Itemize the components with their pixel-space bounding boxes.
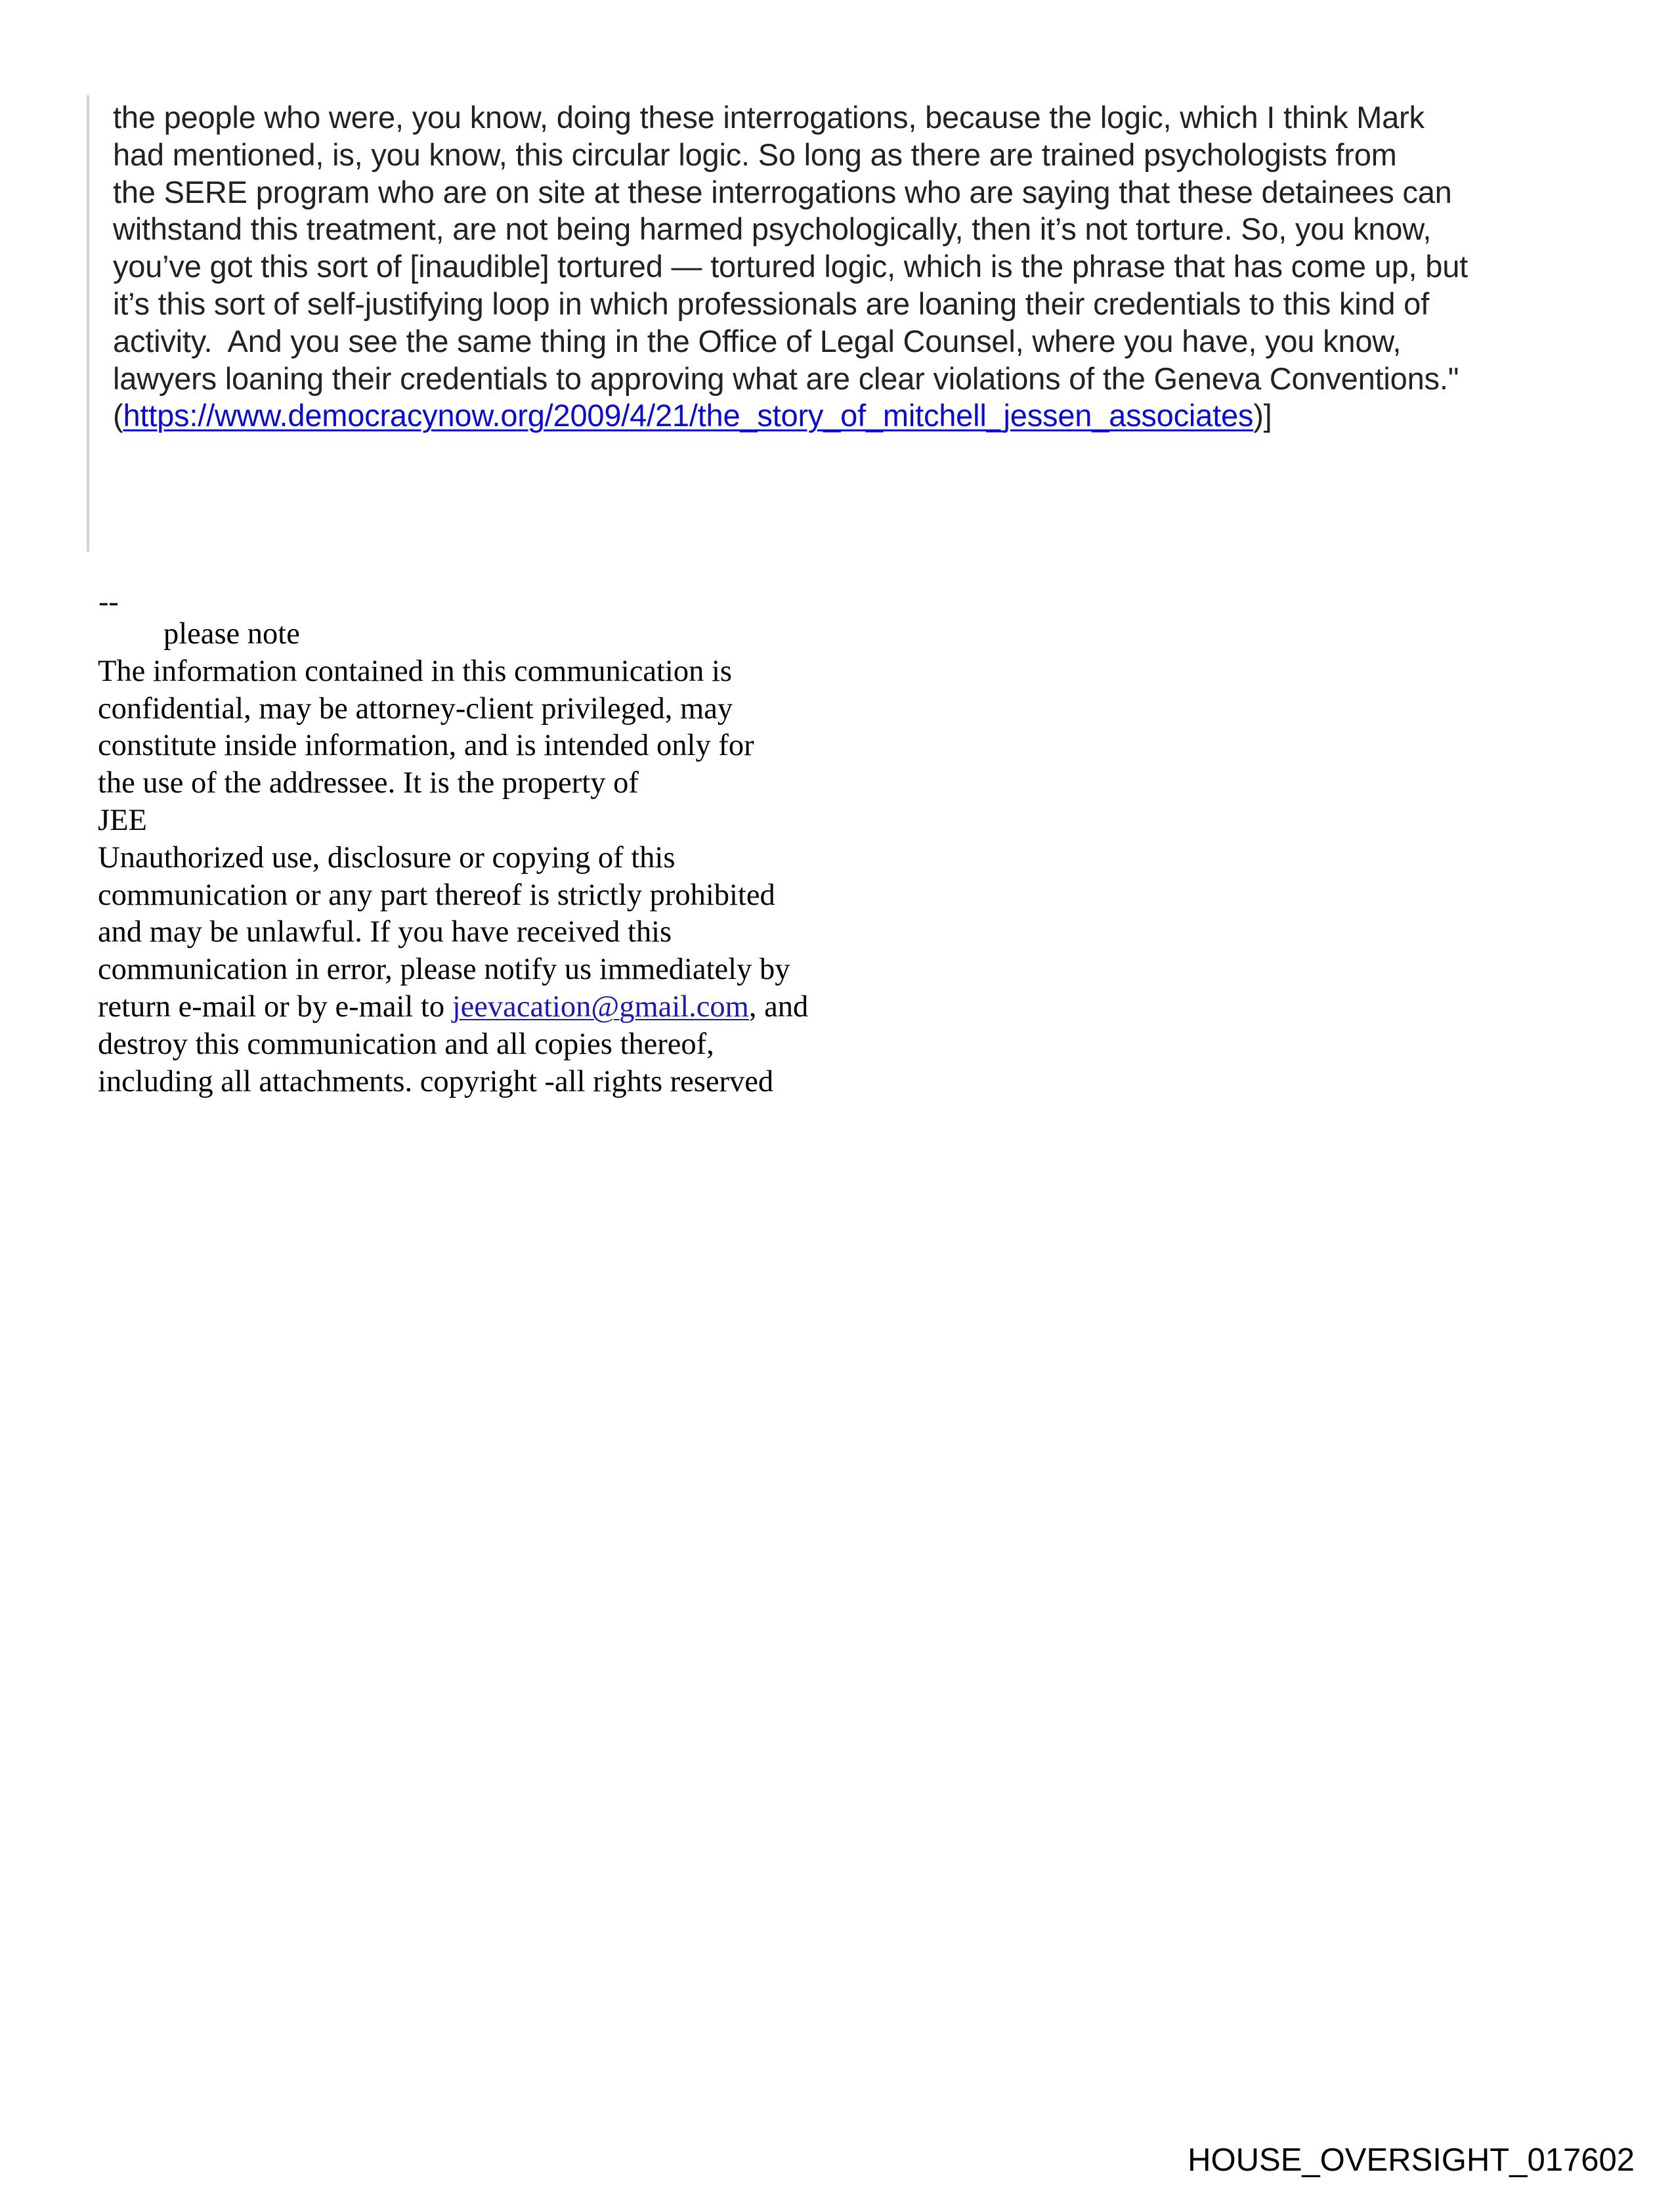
quote-line: the SERE program who are on site at these interrogations who are saying that these detainees can (113, 174, 1452, 209)
quoted-reply-block (87, 95, 1599, 552)
source-open-paren: ( (113, 398, 123, 433)
disclaimer-line: confidential, may be attorney-client privileged, may (98, 691, 733, 726)
disclaimer-line: communication in error, please notify us immediately by (98, 953, 790, 987)
quote-line: the people who were, you know, doing these interrogations, because the logic, which I think Mark (113, 100, 1425, 135)
quote-line: activity. And you see the same thing in the Office of Legal Counsel, where you have, you know, (113, 323, 1402, 358)
disclaimer-line: Unauthorized use, disclosure or copying of this (98, 840, 676, 875)
bates-number: HOUSE_OVERSIGHT_017602 (1188, 2142, 1635, 2178)
source-citation (113, 397, 1597, 435)
confidentiality-disclaimer (98, 616, 951, 1100)
disclaimer-line: JEE (98, 803, 147, 837)
email-link[interactable]: jeevacation@gmail.com (452, 989, 749, 1024)
quote-line: it’s this sort of self-justifying loop in which professionals are loaning their credentials to this kind of (113, 286, 1429, 321)
email-prefix: return e-mail or by e-mail to (98, 989, 452, 1024)
quote-line: withstand this treatment, are not being harmed psychologically, then it’s not torture. So, you know, (113, 211, 1432, 247)
disclaimer-line: communication or any part thereof is strictly prohibited (98, 878, 775, 912)
source-link[interactable]: https://www.democracynow.org/2009/4/21/the_story_of_mitchell_jessen_associates (123, 398, 1254, 433)
disclaimer-line: The information contained in this communication is (98, 654, 732, 688)
disclaimer-line: destroy this communication and all copies thereof, (98, 1027, 714, 1061)
signature-separator: -- (98, 584, 119, 618)
quote-line: had mentioned, is, you know, this circular logic. So long as there are trained psychologists from (113, 137, 1397, 172)
email-suffix: , and (748, 989, 809, 1024)
quote-line: you’ve got this sort of [inaudible] tortured — tortured logic, which is the phrase that has come up, but (113, 249, 1468, 284)
disclaimer-line: constitute inside information, and is intended only for (98, 729, 754, 763)
disclaimer-line: including all attachments. copyright -all rights reserved (98, 1064, 774, 1098)
disclaimer-line: and may be unlawful. If you have received this (98, 915, 672, 949)
disclaimer-heading: please note (163, 617, 300, 651)
quoted-text (113, 99, 1597, 435)
disclaimer-line: the use of the addressee. It is the property of (98, 766, 639, 800)
quote-line: lawyers loaning their credentials to approving what are clear violations of the Geneva Conventions." (113, 360, 1459, 396)
source-close-bracket: )] (1253, 398, 1272, 433)
disclaimer-email-line (98, 989, 951, 1026)
